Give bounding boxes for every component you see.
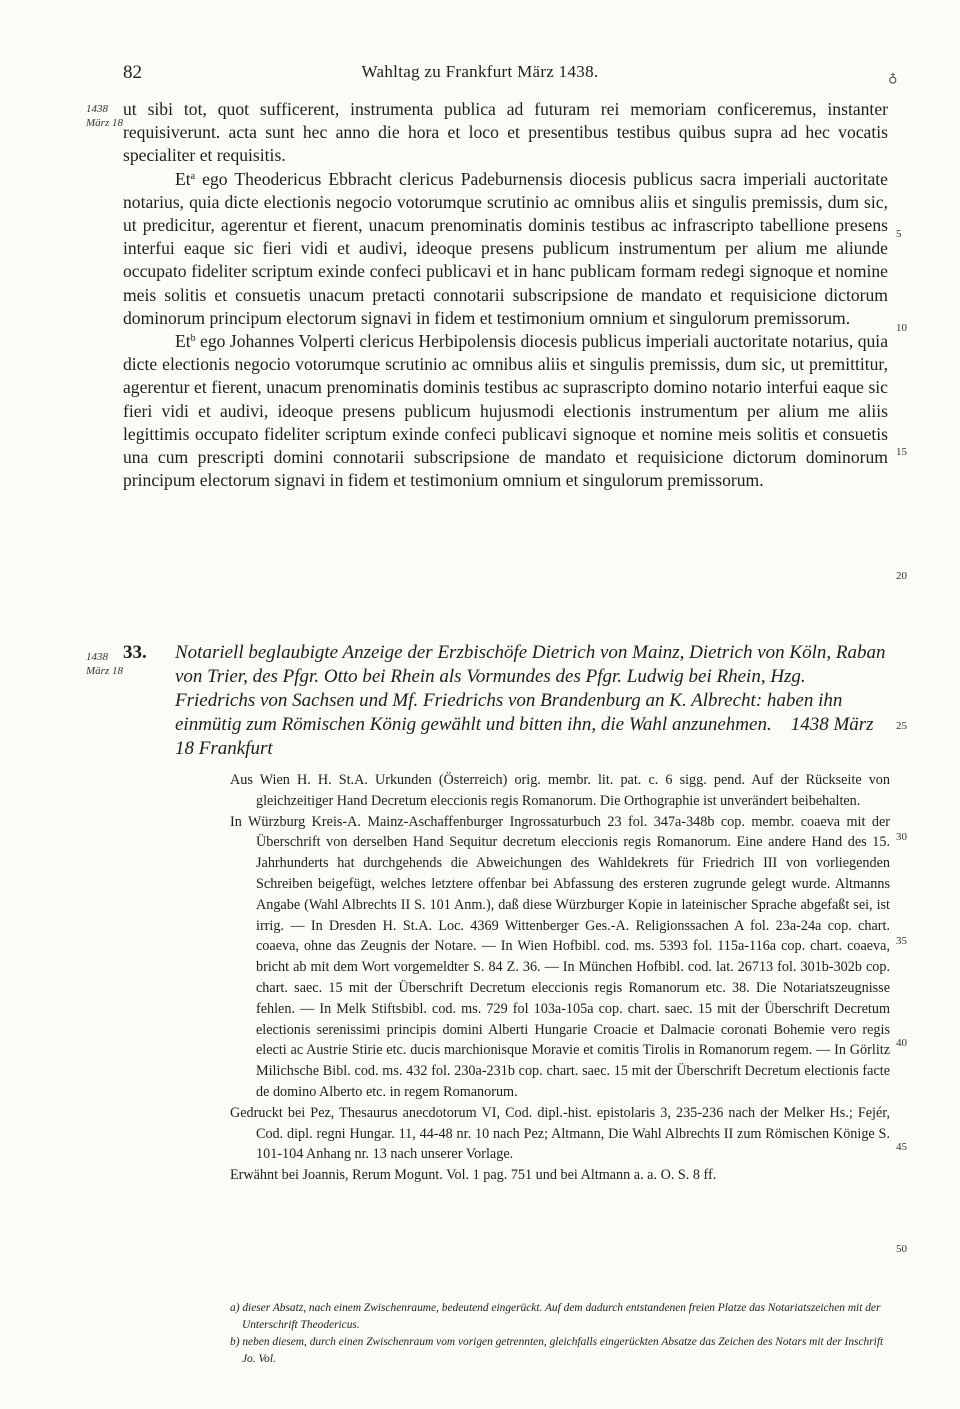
document-heading <box>123 641 888 761</box>
source-note: Gedruckt bei Pez, Thesaurus anecdotorum VI, Cod. dipl.-hist. epistolaris 3, 235-236 nach der Melker Hs.; Fejér, Cod. dipl. regni Hungar. 11, 44-48 nr. 10 nach Pez; Altmann, Die Wahl Albrechts II zum Römischen Könige S. 101-104 Anhang nr. 13 nach unserer Vorlage. <box>230 1104 890 1163</box>
paragraph-notary-volperti <box>123 330 888 492</box>
footnote-mark: b <box>190 333 196 345</box>
paragraph-closing: ut sibi tot, quot sufficerent, instrumenta publica ad futuram rei memoriam conficeremus, instanter requisiverunt. acta sunt hec anno die hora et loco et presentibus testibus quibus supra ad hec vocatis specialiter et requisitis. <box>123 99 888 166</box>
margin-date-year: 1438 <box>86 103 108 115</box>
margin-date-day: März 18 <box>86 665 123 677</box>
line-number: 20 <box>896 570 907 582</box>
source-note: Aus Wien H. H. St.A. Urkunden (Österreich) orig. membr. lit. pat. c. 6 sigg. pend. Auf der Rückseite von gleichzeitiger Hand Decretum eleccionis regis Romanorum. Die Orthographie ist unverändert beibehalten. <box>230 772 890 809</box>
line-number: 5 <box>896 228 902 240</box>
source-note: Erwähnt bei Joannis, Rerum Mogunt. Vol. 1 pag. 751 und bei Altmann a. a. O. S. 8 ff. <box>230 1167 717 1184</box>
margin-date-year: 1438 <box>86 651 108 663</box>
document-number: 33. <box>123 642 147 663</box>
document-title-text: Notariell beglaubigte Anzeige der Erzbischöfe Dietrich von Mainz, Dietrich von Köln, Raban von Trier, des Pfgr. Otto bei Rhein als Vormundes des Pfgr. Ludwig bei Rhein, Hzg. Friedrichs von Sachsen und Mf. Friedrichs von Brandenburg an K. Albrecht: haben ihn einmütig zum Römischen König gewählt und bitten ihn, die Wahl anzunehmen. <box>175 642 886 735</box>
page-number: 82 <box>123 62 142 83</box>
footnote-mark: a <box>190 170 196 182</box>
para-text: ego Theodericus Ebbracht clericus Padeburnensis diocesis publicus sacra imperiali auctoritate notarius, quia dicte electionis negocio votorumque scrutinio ac omnibus aliis et singulis premissis, dum sic, ut predicitur, agerentur et fierent, unacum prenominatis dominis testibus ac infrascripto tabellione presens interfui eaque sic fieri vidi et audivi, ideoque presens publicum instrumentum per alium me aliunde occupato fideliter scriptum exinde confeci publicavi et in hanc publicam formam redegi signoque et nomine meis solitis et consuetis unacum pretacti connotarii subscripsione de mandato et requisicione dictorum dominorum principum electorum signavi in fidem et testimonium omnium et singulorum premissorum. <box>123 168 888 328</box>
line-number: 45 <box>896 1141 907 1153</box>
margin-date <box>86 102 123 130</box>
para-start: Et <box>175 168 191 189</box>
line-number: 10 <box>896 322 907 334</box>
corner-mark: ♁ <box>888 70 898 85</box>
line-number: 30 <box>896 831 907 843</box>
line-number: 40 <box>896 1037 907 1049</box>
body-text <box>123 98 888 492</box>
footnote: b) neben diesem, durch einen Zwischenraum vom vorigen getrennten, gleichfalls eingerückten Absatze das Zeichen des Notars mit der Inschrift Jo. Vol. <box>230 1336 884 1365</box>
footnote: a) dieser Absatz, nach einem Zwischenraume, bedeutend eingerückt. Auf dem dadurch entstandenen freien Platze das Notariatszeichen mit der Unterschrift Theodericus. <box>230 1302 881 1331</box>
footnotes <box>230 1300 890 1368</box>
paragraph-notary-theodericus <box>123 168 888 330</box>
line-number: 25 <box>896 720 907 732</box>
document-date: 1438 März 18 Frankfurt <box>175 714 874 759</box>
page-header <box>0 60 960 90</box>
source-notes <box>230 770 890 1186</box>
running-head: Wahltag zu Frankfurt März 1438. <box>361 62 599 81</box>
para-text: ego Johannes Volperti clericus Herbipolensis diocesis publicus imperiali auctoritate notarius, quia dicte electionis negocio votorumque scrutinio ac omnibus aliis et singulis premissis, dum sic, ut premittitur, agerentur et fierent, unacum prenominatis dominis testibus ac suprascripto domino notario interfui eaque sic fieri vidi et audivi, ideoque presens publicum hujusmodi electionis instrumentum per alium me aliis legittimis occupato fideliter scriptum exinde confeci publicavi signoque et nomine meis solitis et consuetis una cum prescripti domini connotarii subscripsione de mandato et requisicione dictorum dominorum principum electorum signavi in fidem et testimonium omnium et singulorum premissorum. <box>123 331 888 491</box>
line-number: 50 <box>896 1243 907 1255</box>
margin-date-day: März 18 <box>86 117 123 129</box>
para-start: Et <box>175 331 191 352</box>
line-number: 15 <box>896 446 907 458</box>
margin-date <box>86 650 123 678</box>
source-note: In Würzburg Kreis-A. Mainz-Aschaffenburger Ingrossaturbuch 23 fol. 347a-348b cop. membr. coaeva mit der Überschrift von derselben Hand Sequitur decretum eleccionis regis Romanorum. Eine andere Hand des 15. Jahrhunderts hat durchgehends die Abweichungen des Wahldekrets für Friedrich III von vorliegenden Schreiben beigefügt, welches letztere offenbar bei Abfassung des ersteren zugrunde gelegt wurde. Altmanns Angabe (Wahl Albrechts II S. 101 Anm.), daß diese Würzburger Kopie in lateinischer Sprache abgefaßt sei, ist irrig. — In Dresden H. St.A. Loc. 4369 Wittenberger Ges.-A. Religionssachen A fol. 23a-24a cop. chart. coaeva, ohne das Zeugnis der Notare. — In Wien Hofbibl. cod. ms. 5393 fol. 115a-116a cop. chart. coaeva, bricht ab mit dem Wort vorgemeldter S. 84 Z. 36. — In München Hofbibl. cod. lat. 26713 fol. 301b-302b cop. chart. saec. 15 mit der Überschrift Decretum eleccionis regis Romanorum etc. 38. Die Notariatszeugnisse fehlen. — In Melk Stiftsbibl. cod. ms. 729 fol 103a-105a cop. chart. saec. 15 mit der Überschrift Decretum electionis serenissimi principis domini Alberti Hungarie Croacie et Dalmacie coronati Bohemie vero regis electi ac Austrie Stirie etc. ducis marchionisque Moravie et comitis Tirolis in Romanorum regem. — In Görlitz Milichsche Bibl. cod. ms. 432 fol. 230a-231b cop. chart. saec. 15 mit der Überschrift Decretum electionis facte de domino Alberto etc. in regem Romanorum. <box>230 813 890 1100</box>
document-title <box>123 641 888 761</box>
line-number: 35 <box>896 935 907 947</box>
